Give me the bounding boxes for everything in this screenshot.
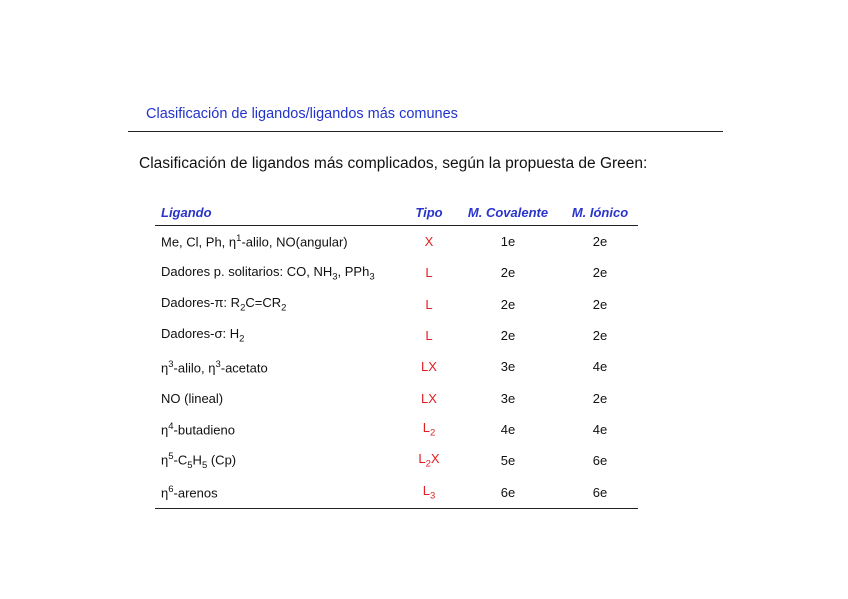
text-segment: Me, Cl, Ph, η <box>161 234 237 250</box>
text-segment: Dadores-σ: H <box>161 326 240 342</box>
text-segment: 2 <box>240 302 246 314</box>
cell-covalente: 5e <box>500 453 516 469</box>
text-segment: -C <box>173 452 188 468</box>
text-segment: L <box>425 296 433 312</box>
cell-ligando <box>155 320 402 351</box>
text-segment: 6 <box>168 483 174 495</box>
header-tipo: Tipo <box>402 203 454 226</box>
table-row <box>155 351 638 382</box>
cell-tipo <box>402 382 454 413</box>
cell-tipo <box>402 351 454 382</box>
table-row <box>155 382 638 413</box>
text-segment: LX <box>421 390 437 406</box>
text-segment: L <box>425 265 433 281</box>
text-segment: -alilo, η <box>173 360 216 375</box>
cell-covalente: 2e <box>500 296 516 312</box>
table-row <box>155 445 638 476</box>
text-segment: 2 <box>239 333 245 345</box>
text-segment: η <box>161 452 169 468</box>
text-segment: η <box>161 422 169 438</box>
cell-ionico: 6e <box>560 476 638 508</box>
text-segment: , PPh <box>337 263 370 279</box>
text-segment: 2 <box>281 302 287 314</box>
text-segment: L <box>422 482 430 498</box>
text-segment: η <box>161 485 169 501</box>
text-segment: 4 <box>168 421 174 433</box>
cell-covalente: 6e <box>454 476 560 508</box>
text-segment: (Cp) <box>207 452 237 468</box>
cell-covalente: 2e <box>500 328 516 344</box>
text-segment: X <box>424 234 434 250</box>
table-body <box>155 226 638 509</box>
cell-ionico: 4e <box>592 359 608 375</box>
cell-covalente: 4e <box>500 421 516 437</box>
cell-tipo <box>402 476 454 508</box>
table-row <box>155 289 638 320</box>
cell-covalente: 3e <box>500 390 516 406</box>
text-segment: 2 <box>425 459 431 471</box>
text-segment: 3 <box>332 271 338 283</box>
text-segment: 3 <box>369 271 375 283</box>
cell-ligando <box>155 257 402 288</box>
table-header-row <box>155 203 638 226</box>
cell-ionico: 2e <box>592 234 608 250</box>
cell-ionico: 2e <box>592 265 608 281</box>
cell-ligando <box>155 289 402 320</box>
header-ligando: Ligando <box>155 203 402 226</box>
text-segment: L <box>422 420 430 436</box>
cell-ligando <box>155 351 402 382</box>
text-segment: -arenos <box>173 485 218 501</box>
ligand-classification-table <box>155 203 638 509</box>
cell-tipo <box>402 445 454 476</box>
header-ionico: M. Iónico <box>560 203 638 226</box>
text-segment: X <box>430 451 440 467</box>
cell-ionico: 4e <box>592 421 608 437</box>
cell-ionico: 2e <box>592 390 608 406</box>
text-segment: -alilo, NO(angular) <box>241 234 348 250</box>
cell-ionico: 6e <box>592 453 608 469</box>
cell-tipo <box>402 289 454 320</box>
text-segment: -butadieno <box>173 422 235 438</box>
text-segment: 5 <box>187 459 193 471</box>
table-row <box>155 414 638 445</box>
cell-ionico: 2e <box>592 296 608 312</box>
text-segment: L <box>425 328 433 344</box>
cell-tipo <box>402 414 454 445</box>
text-segment: -acetato <box>220 360 268 375</box>
text-segment: Dadores-π: R <box>161 294 241 310</box>
cell-covalente: 1e <box>500 234 516 250</box>
cell-covalente: 3e <box>500 359 516 375</box>
table-row <box>155 226 638 258</box>
header-covalente: M. Covalente <box>454 203 560 226</box>
text-segment: H <box>192 452 202 468</box>
text-segment: 1 <box>236 233 242 245</box>
text-segment: NO (lineal) <box>161 390 224 406</box>
table-row <box>155 257 638 288</box>
cell-ionico: 2e <box>592 328 608 344</box>
text-segment: 2 <box>429 427 436 439</box>
text-segment: 3 <box>168 358 174 370</box>
text-segment: C=CR <box>245 294 282 310</box>
text-segment: Dadores p. solitarios: CO, NH <box>161 263 333 279</box>
subtitle: Clasificación de ligandos más complicados, según la propuesta de Green: <box>139 155 648 172</box>
text-segment: LX <box>421 359 437 375</box>
section-title: Clasificación de ligandos/ligandos más comunes <box>146 106 458 122</box>
title-divider <box>128 131 723 132</box>
text-segment: η <box>161 360 169 375</box>
text-segment: L <box>418 451 426 467</box>
text-segment: 3 <box>429 490 436 502</box>
cell-covalente: 2e <box>500 265 516 281</box>
table-row <box>155 476 638 508</box>
text-segment: 5 <box>201 459 208 471</box>
text-segment: 3 <box>215 358 221 370</box>
cell-tipo <box>402 257 454 288</box>
cell-ligando <box>155 445 402 476</box>
cell-ligando <box>155 476 402 508</box>
text-segment: 5 <box>168 450 174 462</box>
cell-tipo <box>402 226 454 258</box>
table-row <box>155 320 638 351</box>
cell-tipo <box>402 320 454 351</box>
cell-ligando <box>155 382 402 413</box>
cell-ligando <box>155 414 402 445</box>
cell-ligando <box>155 226 402 258</box>
